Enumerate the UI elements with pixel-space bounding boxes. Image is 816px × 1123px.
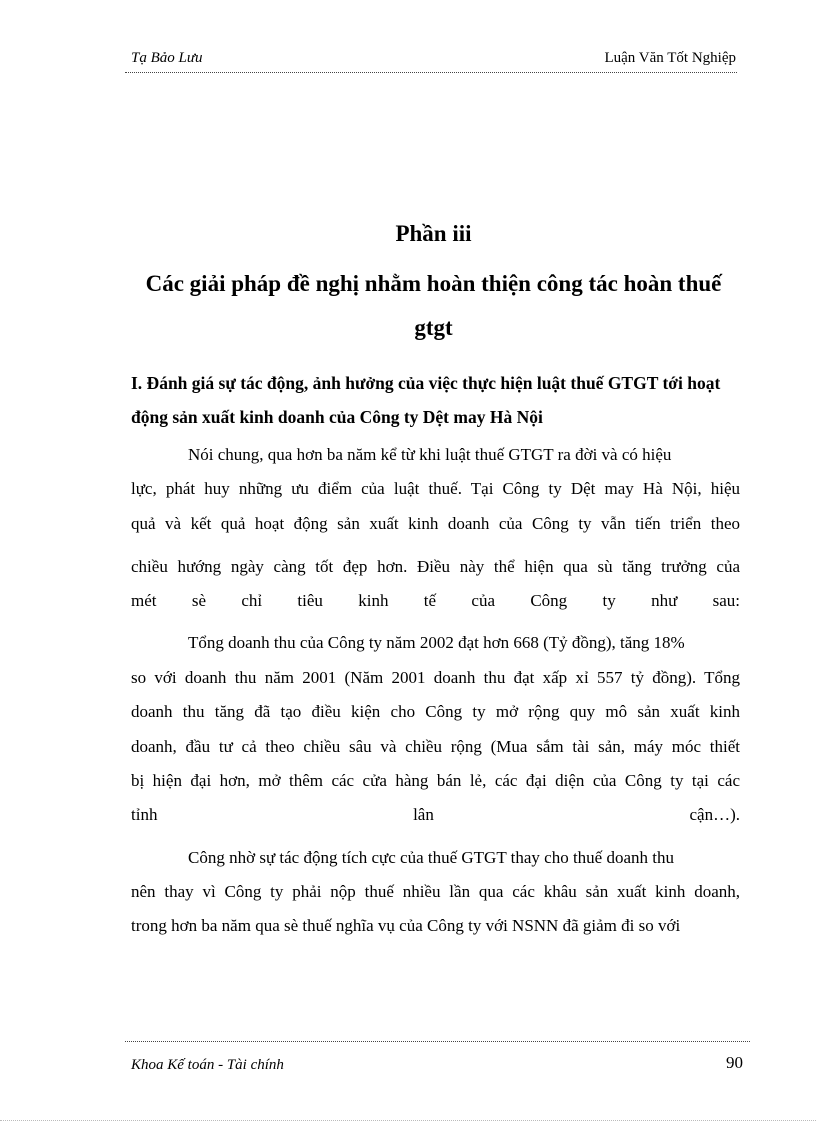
body-line-7: so với doanh thu năm 2001 (Năm 2001 doanh thu đạt xấp xỉ 557 tỷ đồng). Tổng <box>131 668 740 687</box>
header-doc-type: Luận Văn Tốt Nghiệp <box>604 50 736 66</box>
body-line-11: tỉnh lân cận…). <box>131 805 740 824</box>
footer-divider <box>125 1041 750 1042</box>
body-line-13: nên thay vì Công ty phải nộp thuế nhiều lần qua các khâu sản xuất kinh doanh, <box>131 882 740 901</box>
part-title: Phần iii <box>395 221 472 246</box>
body-line-14: trong hơn ba năm qua sè thuế nghĩa vụ của Công ty với NSNN đã giảm đi so với <box>131 916 681 935</box>
body-line-12: Công nhờ sự tác động tích cực của thuế GTGT thay cho thuế doanh thu <box>188 848 674 867</box>
body-line-10: bị hiện đại hơn, mở thêm các cửa hàng bán lẻ, các đại diện của Công ty tại các <box>131 771 740 790</box>
chapter-title-line-1: Các giải pháp đề nghị nhằm hoàn thiện công tác hoàn thuế <box>145 271 722 296</box>
page-edge <box>0 1120 816 1121</box>
section-heading: I. Đánh giá sự tác động, ảnh hưởng của việc thực hiện luật thuế GTGT tới hoạt động sản xuất kinh doanh của Công ty Dệt may Hà Nội <box>131 373 721 427</box>
page-number: 90 <box>726 1053 743 1072</box>
body-line-3: quả và kết quả hoạt động sản xuất kinh doanh của Công ty vẫn tiến triển theo <box>131 514 740 533</box>
chapter-title-line-2: gtgt <box>414 315 453 340</box>
body-line-8: doanh thu tăng đã tạo điều kiện cho Công ty mở rộng quy mô sản xuất kinh <box>131 702 740 721</box>
body-line-1: Nói chung, qua hơn ba năm kể từ khi luật thuế GTGT ra đời và có hiệu <box>188 445 672 464</box>
page-header <box>131 50 736 74</box>
body-line-2: lực, phát huy những ưu điểm của luật thuế. Tại Công ty Dệt may Hà Nội, hiệu <box>131 479 740 498</box>
header-author: Tạ Bảo Lưu <box>131 50 203 66</box>
body-line-4: chiều hướng ngày càng tốt đẹp hơn. Điều này thể hiện qua sù tăng trưởng của <box>131 557 740 576</box>
body-line-6: Tổng doanh thu của Công ty năm 2002 đạt hơn 668 (Tỷ đồng), tăng 18% <box>188 633 685 652</box>
body-line-9: doanh, đầu tư cả theo chiều sâu và chiều rộng (Mua sắm tài sản, máy móc thiết <box>131 737 740 756</box>
footer-department: Khoa Kế toán - Tài chính <box>131 1057 284 1073</box>
header-divider <box>125 72 737 73</box>
body-line-5: mét sè chỉ tiêu kinh tế của Công ty như sau: <box>131 591 740 610</box>
